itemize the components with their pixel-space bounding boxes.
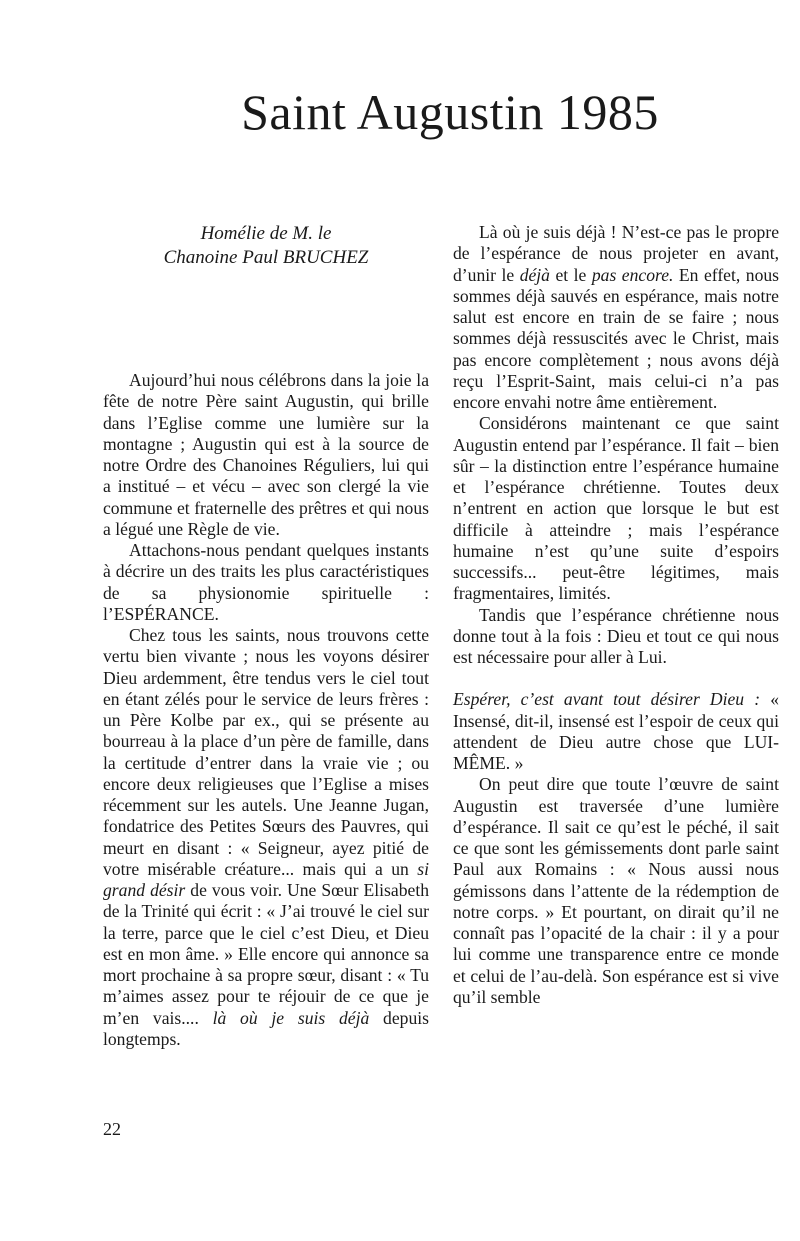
paragraph-text: Tandis que l’espérance chrétienne nous donne tout à la fois : Dieu et tout ce qui nous est nécessaire pour aller à Lui. [453, 604, 779, 667]
paragraph [453, 774, 779, 1008]
paragraph-text: Chez tous les saints, nous trouvons cette vertu bien vivante ; nous les voyons désirer Dieu ardemment, être tendus vers le ciel tout en étant zélés pour le service de leurs frères : un Père Kolbe par ex., qui se présente au bourreau à la place d’un père de famille, dans la certitude d’entrer dans la vraie vie ; ou encore deux religieuses que l’Eglise a mises récemment sur les autels. Une Jeanne Jugan, fondatrice des Petites Sœurs des Pauvres, qui meurt en disant : « Seigneur, ayez pitié de votre misérable créature... mais qui a un [103, 625, 429, 879]
byline [103, 222, 429, 270]
paragraph-text: Là où je suis déjà ! N’est-ce pas le propre de l’espérance de nous projeter en avant, d’unir le [453, 222, 779, 285]
paragraph-text: Attachons-nous pendant quelques instants à décrire un des traits les plus caractéristiques de sa physionomie spirituelle : l’ESPÉRANCE. [103, 540, 429, 624]
paragraph [103, 625, 429, 1050]
paragraph-text: En effet, nous sommes déjà sauvés en espérance, mais notre salut est encore en train de se faire ; nous sommes déjà ressuscités avec le Christ, mais pas encore complètement ; nous avons déjà reçu l’Esprit-Saint, mais celui-ci n’a pas encore envahi notre âme entièrement. [453, 264, 780, 412]
page-title: Saint Augustin 1985 [241, 84, 659, 140]
emphasis-text: là où je suis déjà [212, 1007, 370, 1028]
paragraph-gap [453, 668, 779, 689]
emphasis-text: déjà [519, 264, 550, 285]
byline-line-2: Chanoine Paul BRUCHEZ [163, 247, 369, 268]
byline-spacer [103, 270, 429, 370]
page-number: 22 [103, 1119, 121, 1139]
paragraph [103, 370, 429, 540]
emphasis-text: si grand désir [103, 858, 429, 900]
paragraph [453, 222, 779, 413]
paragraph [453, 413, 779, 604]
paragraph-text: On peut dire que toute l’œuvre de saint Augustin est traversée d’une lumière d’espérance. Il sait ce qu’est le péché, il sait ce que sont les gémissements dont parle saint Paul aux Romains : « Nous aussi nous gémissons dans l’attente de la rédemption de notre corps. » Et pourtant, on dirait qu’il ne connaît pas l’opacité de la chair : il y a pour lui comme une transparence entre ce monde et celui de l’au-delà. Son espérance est si vive qu’il semble [453, 774, 779, 1007]
paragraph [453, 605, 779, 669]
paragraph-text: de vous voir. Une Sœur Elisabeth de la Trinité qui écrit : « J’ai trouvé le ciel sur la terre, parce que le ciel c’est Dieu, et Dieu est en mon âme. » Elle encore qui annonce sa mort prochaine à sa propre sœur, disant : « Tu m’aimes assez pour te réjouir de ce que je m’en vais.... [103, 880, 429, 1028]
right-column [453, 222, 779, 1008]
paragraph-text: « Insensé, dit-il, insensé est l’espoir de ceux qui attendent de Dieu autre chose que LUI-MÊME. » [453, 689, 779, 773]
emphasis-text: Espérer, c’est avant tout désirer Dieu : [453, 689, 761, 710]
byline-line-1: Homélie de M. le [200, 223, 332, 244]
paragraph [103, 540, 429, 625]
paragraph-text: depuis longtemps. [103, 1007, 429, 1049]
paragraph [453, 689, 779, 774]
left-column [103, 222, 429, 1050]
paragraph-text: Considérons maintenant ce que saint Augustin entend par l’espérance. Il fait – bien sûr – la distinction entre l’espérance humaine et l’espérance chrétienne. Toutes deux n’entrent en action que lorsque le but est difficile à atteindre ; mais l’espérance humaine n’est qu’une suite d’espoirs successifs... peut-être légitimes, mais fragmentaires, limités. [453, 413, 779, 604]
emphasis-text: pas encore. [591, 264, 674, 285]
paragraph-text: Aujourd’hui nous célébrons dans la joie la fête de notre Père saint Augustin, qui brille dans l’Eglise comme une lumière sur la montagne ; Augustin qui est à la source de notre Ordre des Chanoines Réguliers, lui qui a institué – et vécu – avec son clergé la vie commune et fraternelle des prêtres et qui nous a légué une Règle de vie. [103, 370, 429, 539]
paragraph-text: et le [549, 264, 592, 285]
